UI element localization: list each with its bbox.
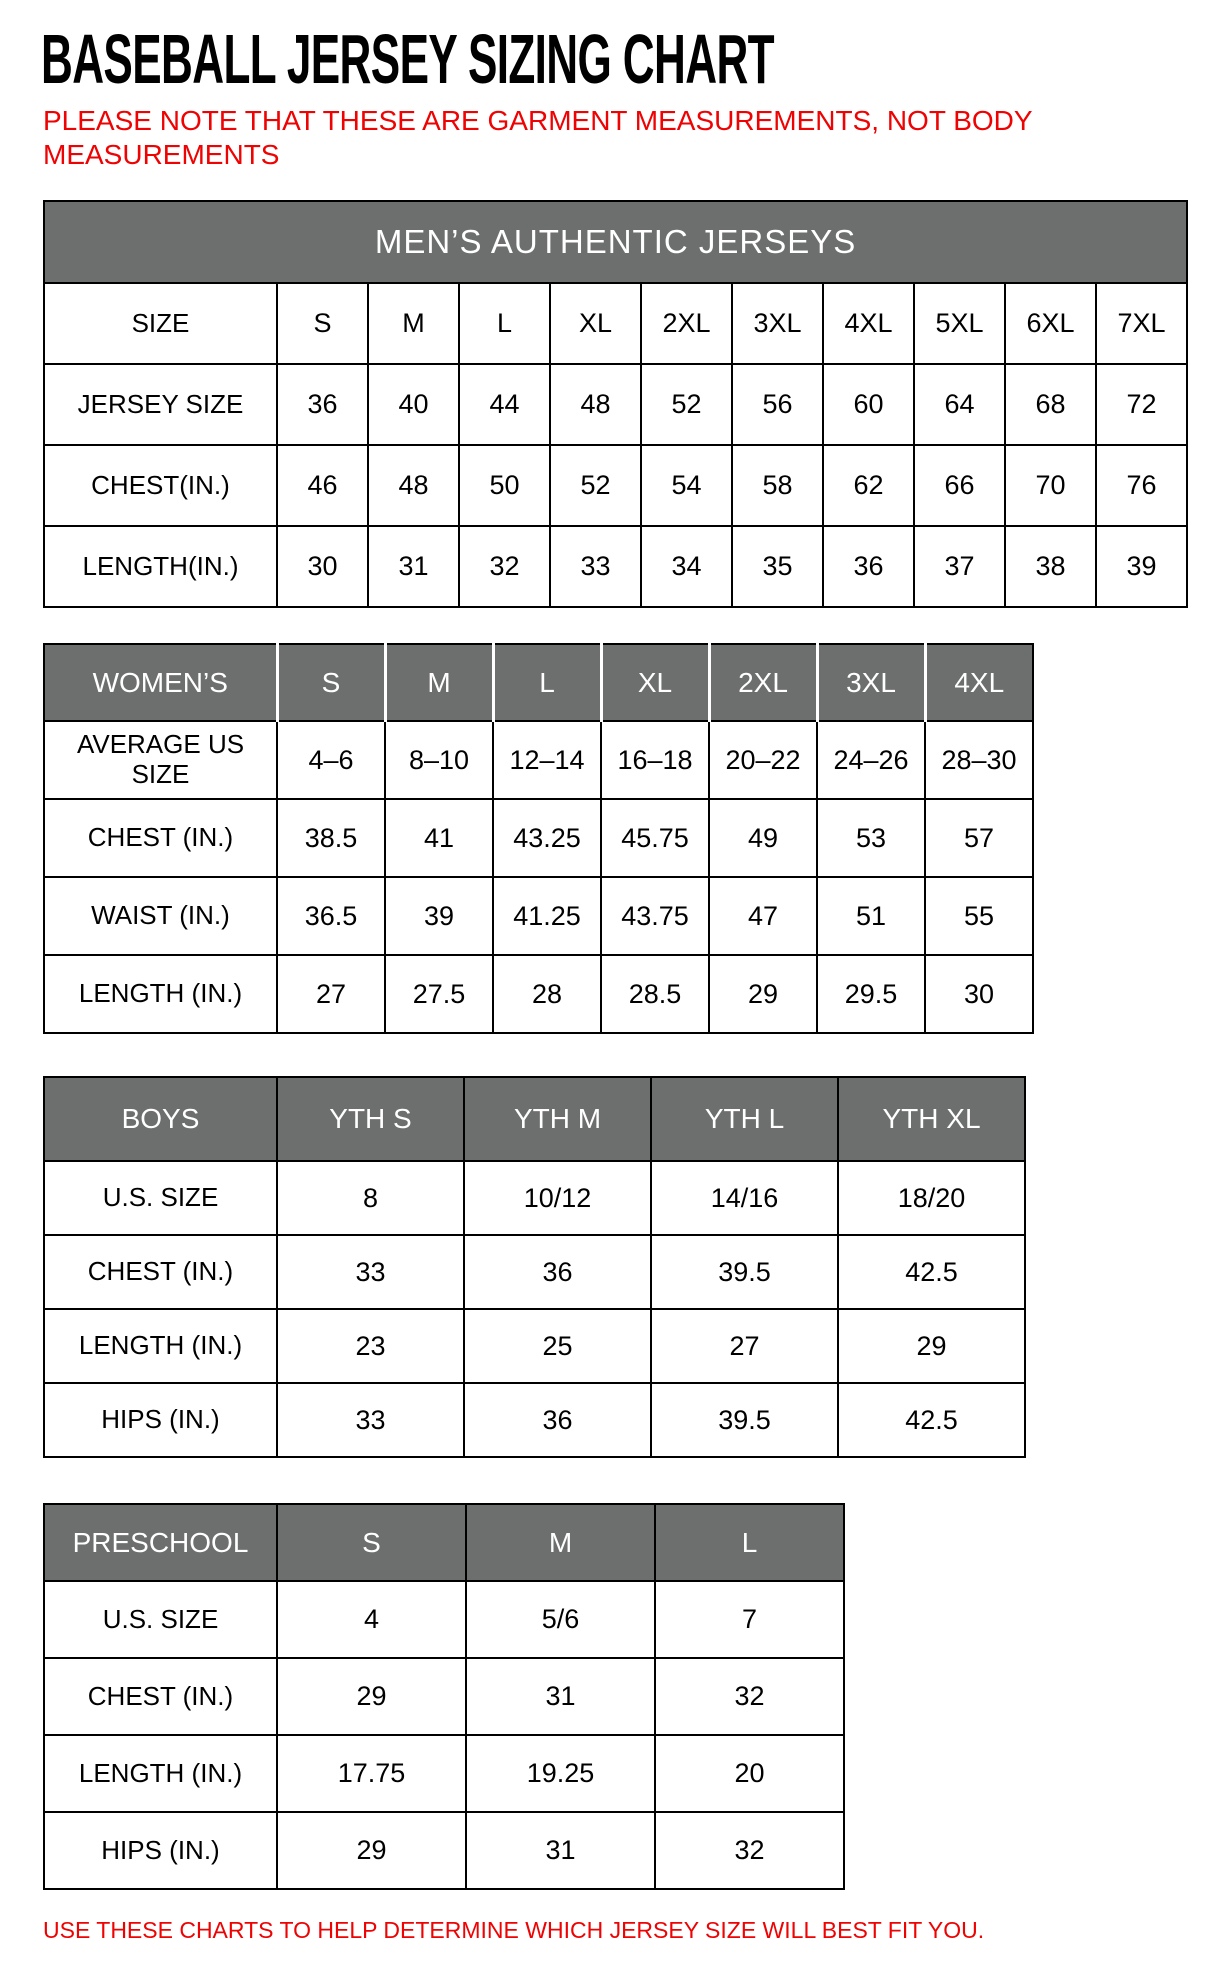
table-row xyxy=(44,1161,1025,1235)
value-cell: 37 xyxy=(914,526,1005,607)
row-label: WAIST (IN.) xyxy=(44,877,277,955)
value-cell: 52 xyxy=(641,364,732,445)
size-column-header: L xyxy=(655,1504,844,1581)
value-cell: 40 xyxy=(368,364,459,445)
value-cell: 32 xyxy=(655,1812,844,1889)
value-cell: 35 xyxy=(732,526,823,607)
size-column-header: 2XL xyxy=(709,644,817,721)
preschool-sizing-table xyxy=(43,1503,1220,1890)
value-cell: 70 xyxy=(1005,445,1096,526)
value-cell: 29 xyxy=(277,1812,466,1889)
value-cell: 62 xyxy=(823,445,914,526)
size-column-header: S xyxy=(277,1504,466,1581)
value-cell: 43.75 xyxy=(601,877,709,955)
table-row xyxy=(44,1658,844,1735)
size-column-header: YTH M xyxy=(464,1077,651,1161)
value-cell: 64 xyxy=(914,364,1005,445)
value-cell: 46 xyxy=(277,445,368,526)
value-cell: 32 xyxy=(459,526,550,607)
value-cell: 31 xyxy=(368,526,459,607)
row-label: U.S. SIZE xyxy=(44,1581,277,1658)
footer-note: USE THESE CHARTS TO HELP DETERMINE WHICH JERSEY SIZE WILL BEST FIT YOU. xyxy=(43,1917,985,1943)
size-column-header: L xyxy=(493,644,601,721)
value-cell: 4–6 xyxy=(277,721,385,799)
table-row xyxy=(44,1383,1025,1457)
garment-measurement-note: PLEASE NOTE THAT THESE ARE GARMENT MEASUREMENTS, NOT BODY MEASUREMENTS xyxy=(43,105,1033,170)
row-label: HIPS (IN.) xyxy=(44,1383,277,1457)
value-cell: 29 xyxy=(838,1309,1025,1383)
value-cell: 14/16 xyxy=(651,1161,838,1235)
row-label: AVERAGE US SIZE xyxy=(44,721,277,799)
value-cell: 7 xyxy=(655,1581,844,1658)
value-cell: 55 xyxy=(925,877,1033,955)
mens-authentic-jerseys-table xyxy=(43,200,1220,608)
value-cell: 7XL xyxy=(1096,283,1187,364)
value-cell: 76 xyxy=(1096,445,1187,526)
value-cell: 20–22 xyxy=(709,721,817,799)
value-cell: 56 xyxy=(732,364,823,445)
row-label: LENGTH (IN.) xyxy=(44,1735,277,1812)
row-label: CHEST (IN.) xyxy=(44,1658,277,1735)
value-cell: 39.5 xyxy=(651,1235,838,1309)
page-title xyxy=(41,20,1220,98)
table-header-row xyxy=(44,1504,844,1581)
value-cell: 29 xyxy=(709,955,817,1033)
value-cell: 12–14 xyxy=(493,721,601,799)
value-cell: 30 xyxy=(277,526,368,607)
value-cell: 39.5 xyxy=(651,1383,838,1457)
row-label: CHEST (IN.) xyxy=(44,1235,277,1309)
table-header-row xyxy=(44,201,1187,283)
value-cell: 20 xyxy=(655,1735,844,1812)
size-column-header: 4XL xyxy=(925,644,1033,721)
value-cell: S xyxy=(277,283,368,364)
value-cell: 17.75 xyxy=(277,1735,466,1812)
value-cell: 28–30 xyxy=(925,721,1033,799)
value-cell: 27 xyxy=(651,1309,838,1383)
table-header-label: BOYS xyxy=(44,1077,277,1161)
value-cell: 36.5 xyxy=(277,877,385,955)
value-cell: 24–26 xyxy=(817,721,925,799)
value-cell: XL xyxy=(550,283,641,364)
table-row xyxy=(44,955,1033,1033)
row-label: JERSEY SIZE xyxy=(44,364,277,445)
value-cell: 36 xyxy=(277,364,368,445)
value-cell: 48 xyxy=(368,445,459,526)
value-cell: 27 xyxy=(277,955,385,1033)
row-label: SIZE xyxy=(44,283,277,364)
value-cell: 5/6 xyxy=(466,1581,655,1658)
table-row xyxy=(44,1735,844,1812)
value-cell: 44 xyxy=(459,364,550,445)
table-row xyxy=(44,1235,1025,1309)
row-label: CHEST (IN.) xyxy=(44,799,277,877)
value-cell: 58 xyxy=(732,445,823,526)
table-row xyxy=(44,1812,844,1889)
womens-table xyxy=(43,643,1034,1034)
value-cell: L xyxy=(459,283,550,364)
value-cell: 51 xyxy=(817,877,925,955)
boys-table xyxy=(43,1076,1026,1458)
value-cell: 30 xyxy=(925,955,1033,1033)
size-column-header: M xyxy=(466,1504,655,1581)
value-cell: 41 xyxy=(385,799,493,877)
value-cell: 39 xyxy=(1096,526,1187,607)
value-cell: 5XL xyxy=(914,283,1005,364)
value-cell: 34 xyxy=(641,526,732,607)
value-cell: 33 xyxy=(550,526,641,607)
value-cell: 42.5 xyxy=(838,1235,1025,1309)
value-cell: 8 xyxy=(277,1161,464,1235)
preschool-table xyxy=(43,1503,845,1890)
value-cell: 48 xyxy=(550,364,641,445)
value-cell: 31 xyxy=(466,1812,655,1889)
value-cell: 33 xyxy=(277,1383,464,1457)
table-header-label: WOMEN’S xyxy=(44,644,277,721)
size-column-header: 3XL xyxy=(817,644,925,721)
value-cell: 36 xyxy=(823,526,914,607)
value-cell: 32 xyxy=(655,1658,844,1735)
row-label: U.S. SIZE xyxy=(44,1161,277,1235)
value-cell: 19.25 xyxy=(466,1735,655,1812)
mens-table xyxy=(43,200,1188,608)
table-row xyxy=(44,445,1187,526)
value-cell: 36 xyxy=(464,1383,651,1457)
value-cell: 31 xyxy=(466,1658,655,1735)
value-cell: 42.5 xyxy=(838,1383,1025,1457)
value-cell: 72 xyxy=(1096,364,1187,445)
table-row xyxy=(44,721,1033,799)
value-cell: 33 xyxy=(277,1235,464,1309)
table-banner: MEN’S AUTHENTIC JERSEYS xyxy=(44,201,1187,283)
size-column-header: M xyxy=(385,644,493,721)
value-cell: 60 xyxy=(823,364,914,445)
size-column-header: YTH L xyxy=(651,1077,838,1161)
value-cell: 29.5 xyxy=(817,955,925,1033)
table-row xyxy=(44,1581,844,1658)
value-cell: 10/12 xyxy=(464,1161,651,1235)
value-cell: 57 xyxy=(925,799,1033,877)
value-cell: 66 xyxy=(914,445,1005,526)
value-cell: 53 xyxy=(817,799,925,877)
value-cell: 25 xyxy=(464,1309,651,1383)
table-row xyxy=(44,877,1033,955)
value-cell: 2XL xyxy=(641,283,732,364)
row-label: CHEST(IN.) xyxy=(44,445,277,526)
size-column-header: XL xyxy=(601,644,709,721)
value-cell: 47 xyxy=(709,877,817,955)
value-cell: 50 xyxy=(459,445,550,526)
value-cell: M xyxy=(368,283,459,364)
table-row xyxy=(44,526,1187,607)
row-label: LENGTH(IN.) xyxy=(44,526,277,607)
value-cell: 3XL xyxy=(732,283,823,364)
row-label: LENGTH (IN.) xyxy=(44,1309,277,1383)
value-cell: 27.5 xyxy=(385,955,493,1033)
row-label: LENGTH (IN.) xyxy=(44,955,277,1033)
value-cell: 23 xyxy=(277,1309,464,1383)
table-row xyxy=(44,799,1033,877)
boys-sizing-table xyxy=(43,1076,1220,1458)
womens-sizing-table xyxy=(43,643,1220,1034)
value-cell: 68 xyxy=(1005,364,1096,445)
table-header-row xyxy=(44,1077,1025,1161)
value-cell: 43.25 xyxy=(493,799,601,877)
value-cell: 49 xyxy=(709,799,817,877)
value-cell: 29 xyxy=(277,1658,466,1735)
value-cell: 4XL xyxy=(823,283,914,364)
value-cell: 16–18 xyxy=(601,721,709,799)
size-column-header: S xyxy=(277,644,385,721)
value-cell: 6XL xyxy=(1005,283,1096,364)
value-cell: 28.5 xyxy=(601,955,709,1033)
value-cell: 45.75 xyxy=(601,799,709,877)
size-column-header: YTH XL xyxy=(838,1077,1025,1161)
value-cell: 4 xyxy=(277,1581,466,1658)
value-cell: 8–10 xyxy=(385,721,493,799)
size-column-header: YTH S xyxy=(277,1077,464,1161)
value-cell: 54 xyxy=(641,445,732,526)
value-cell: 39 xyxy=(385,877,493,955)
table-row xyxy=(44,283,1187,364)
value-cell: 36 xyxy=(464,1235,651,1309)
value-cell: 41.25 xyxy=(493,877,601,955)
table-row xyxy=(44,364,1187,445)
row-label: HIPS (IN.) xyxy=(44,1812,277,1889)
table-header-row xyxy=(44,644,1033,721)
value-cell: 18/20 xyxy=(838,1161,1025,1235)
page-title-text: BASEBALL JERSEY SIZING CHART xyxy=(41,20,774,98)
value-cell: 38.5 xyxy=(277,799,385,877)
value-cell: 28 xyxy=(493,955,601,1033)
value-cell: 52 xyxy=(550,445,641,526)
table-header-label: PRESCHOOL xyxy=(44,1504,277,1581)
value-cell: 38 xyxy=(1005,526,1096,607)
table-row xyxy=(44,1309,1025,1383)
